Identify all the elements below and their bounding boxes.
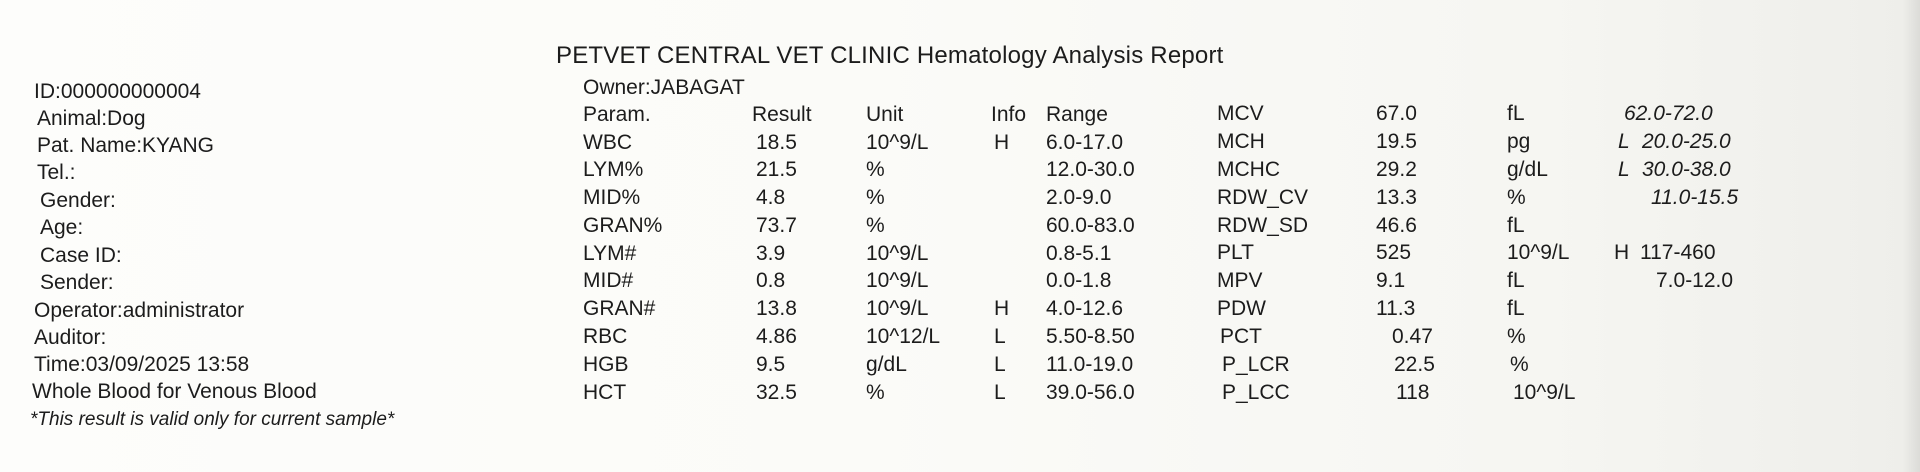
param-unit: 10^9/L (866, 269, 929, 292)
param-name: HCT (583, 381, 627, 404)
patient-age: Age: (40, 216, 84, 239)
param-unit: % (866, 214, 885, 237)
param-unit: fL (1507, 269, 1525, 292)
param-name: HGB (583, 353, 629, 376)
param-result: 3.9 (756, 242, 786, 265)
param-name: LYM% (583, 158, 644, 181)
param-name: P_LCC (1222, 381, 1290, 404)
report-title: PETVET CENTRAL VET CLINIC Hematology Analysis Report (556, 42, 1224, 69)
param-flag: L (1618, 130, 1630, 153)
param-unit: fL (1507, 297, 1525, 320)
param-result: 0.47 (1392, 325, 1433, 348)
header-param: Param. (583, 103, 651, 126)
param-unit: 10^9/L (866, 242, 929, 265)
param-unit: fL (1507, 214, 1525, 237)
param-name: GRAN% (583, 214, 663, 237)
sample-type: Whole Blood for Venous Blood (32, 380, 317, 403)
param-range: 11.0-19.0 (1046, 353, 1134, 376)
header-info: Info (991, 103, 1027, 126)
param-unit: g/dL (1507, 158, 1548, 181)
param-flag: H (994, 131, 1010, 154)
param-unit: 10^12/L (866, 325, 941, 348)
param-result: 73.7 (756, 214, 797, 237)
param-flag: L (994, 353, 1006, 376)
param-name: MCHC (1217, 158, 1280, 181)
param-range: 7.0-12.0 (1656, 269, 1734, 292)
param-result: 67.0 (1376, 102, 1417, 125)
param-result: 9.1 (1376, 269, 1406, 292)
param-result: 4.8 (756, 186, 786, 209)
param-range: 20.0-25.0 (1642, 130, 1731, 153)
param-unit: % (1510, 353, 1529, 376)
param-range: 39.0-56.0 (1046, 381, 1135, 404)
param-unit: % (1507, 325, 1526, 348)
param-unit: 10^9/L (1513, 381, 1576, 404)
param-name: PLT (1217, 241, 1254, 264)
param-name: WBC (583, 131, 632, 154)
param-range: 11.0-15.5 (1651, 186, 1739, 209)
param-range: 0.8-5.1 (1046, 242, 1112, 265)
param-unit: 10^9/L (1507, 241, 1570, 264)
param-result: 13.8 (756, 297, 797, 320)
param-name: MCV (1217, 102, 1264, 125)
param-name: MID% (583, 186, 641, 209)
param-range: 12.0-30.0 (1046, 158, 1135, 181)
param-result: 21.5 (756, 158, 797, 181)
param-range: 4.0-12.6 (1046, 297, 1124, 320)
param-result: 32.5 (756, 381, 797, 404)
param-result: 118 (1396, 381, 1430, 404)
param-result: 22.5 (1394, 353, 1435, 376)
param-name: MPV (1217, 269, 1263, 292)
param-range: 5.50-8.50 (1046, 325, 1135, 348)
owner-label: Owner:JABAGAT (583, 76, 745, 99)
param-name: RBC (583, 325, 628, 348)
header-unit: Unit (866, 103, 904, 126)
param-flag: L (1618, 158, 1630, 181)
param-unit: g/dL (866, 353, 907, 376)
param-unit: % (866, 158, 885, 181)
param-unit: 10^9/L (866, 297, 929, 320)
param-name: MCH (1217, 130, 1265, 153)
param-range: 60.0-83.0 (1046, 214, 1135, 237)
patient-gender: Gender: (40, 189, 116, 212)
patient-case-id: Case ID: (40, 244, 122, 267)
param-unit: pg (1507, 130, 1531, 153)
param-result: 0.8 (756, 269, 786, 292)
param-result: 11.3 (1376, 297, 1416, 320)
patient-operator: Operator:administrator (34, 299, 245, 322)
param-range: 2.0-9.0 (1046, 186, 1112, 209)
param-result: 525 (1376, 241, 1412, 264)
validity-note: *This result is valid only for current sample* (30, 409, 395, 430)
param-unit: % (1507, 186, 1526, 209)
param-flag: L (994, 325, 1006, 348)
param-flag: L (994, 381, 1006, 404)
patient-id: ID:000000000004 (34, 80, 201, 103)
param-range: 62.0-72.0 (1624, 102, 1713, 125)
param-unit: 10^9/L (866, 131, 929, 154)
param-result: 29.2 (1376, 158, 1417, 181)
header-result: Result (752, 103, 812, 126)
param-name: RDW_CV (1217, 186, 1309, 209)
param-name: RDW_SD (1217, 214, 1309, 237)
patient-animal: Animal:Dog (37, 107, 146, 130)
param-name: PDW (1217, 297, 1266, 320)
param-result: 18.5 (756, 131, 797, 154)
param-result: 19.5 (1376, 130, 1417, 153)
patient-sender: Sender: (40, 271, 114, 294)
param-flag: H (1614, 241, 1630, 264)
param-name: P_LCR (1222, 353, 1290, 376)
param-result: 46.6 (1376, 214, 1417, 237)
header-range: Range (1046, 103, 1108, 126)
param-unit: fL (1507, 102, 1525, 125)
param-range: 30.0-38.0 (1642, 158, 1731, 181)
param-name: GRAN# (583, 297, 656, 320)
param-result: 13.3 (1376, 186, 1417, 209)
param-flag: H (994, 297, 1010, 320)
param-range: 117-460 (1640, 241, 1716, 264)
param-name: MID# (583, 269, 634, 292)
param-range: 6.0-17.0 (1046, 131, 1124, 154)
param-result: 4.86 (756, 325, 797, 348)
patient-time: Time:03/09/2025 13:58 (34, 353, 250, 376)
param-result: 9.5 (756, 353, 786, 376)
param-range: 0.0-1.8 (1046, 269, 1112, 292)
param-unit: % (866, 381, 885, 404)
param-unit: % (866, 186, 885, 209)
param-name: PCT (1220, 325, 1262, 348)
patient-tel: Tel.: (37, 161, 76, 184)
patient-name: Pat. Name:KYANG (37, 134, 215, 157)
param-name: LYM# (583, 242, 637, 265)
patient-auditor: Auditor: (34, 326, 107, 349)
